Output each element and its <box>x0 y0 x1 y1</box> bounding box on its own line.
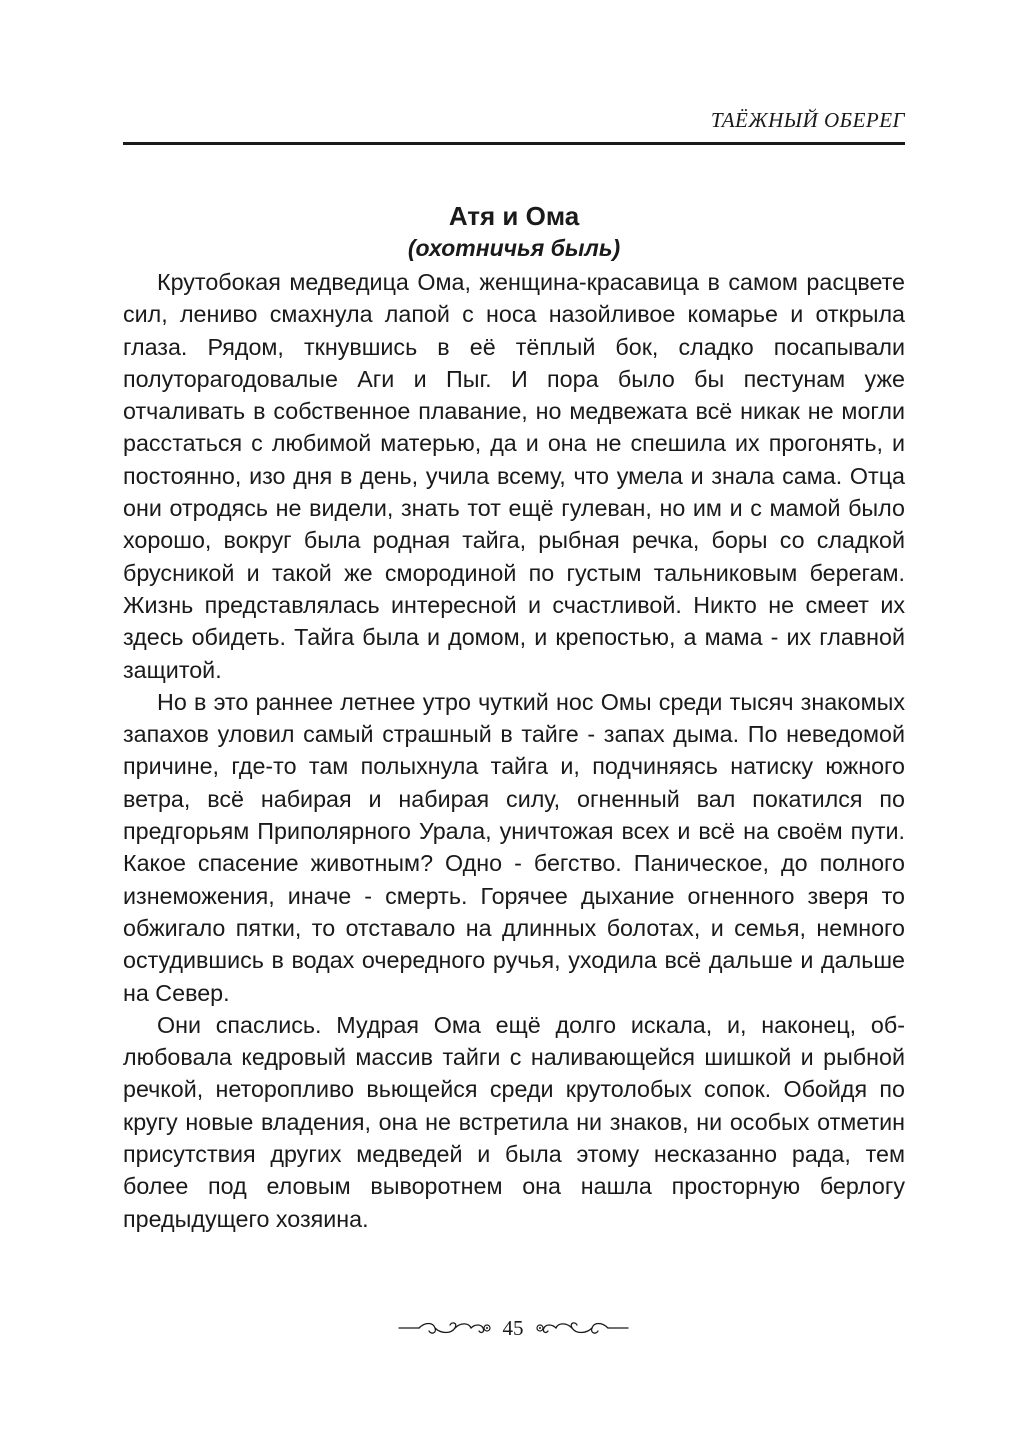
story-title: Атя и Ома <box>448 201 580 231</box>
paragraph: Но в это раннее летнее утро чуткий нос Омы среди тысяч знакомых запахов уловил самый страшный в тайге - запах дыма. По неведомой причине, где-то там полыхнула тайга и, подчиняясь натиску южного ветра, всё набирая и набирая силу, огненный вал покатился по предгорьям Приполярного Урала, уничтожая всех и всё на своём пути. Какое спасение животным? Одно - бегство. Паническое, до полного изнеможения, иначе - смерть. Горячее дыхание огненного зверя то обжигало пятки, то отставало на длинных болотах, и семья, немного остудившись в водах очередного ручья, уходила всё дальше и дальше на Север. <box>123 688 905 1006</box>
page-footer <box>0 1308 1026 1348</box>
story-subtitle: (охотничья быль) <box>407 235 621 261</box>
ornament-left-icon <box>397 1316 493 1340</box>
header-rule <box>123 142 905 145</box>
story-body <box>123 200 905 1235</box>
paragraph: Они спаслись. Мудрая Ома ещё долго искала, и, наконец, облюбовала кедровый массив тайги с наливающейся шишкой и рыбной речкой, неторопливо вьющейся среди крутолобых сопок. Обойдя по кругу новые владения, она не встретила ни знаков, ни особых отметин присутствия других медведей и была этому несказанно рада, тем более под еловым выворотнем она нашла просторную берлогу предыдущего хозяина. <box>123 1011 905 1232</box>
paragraph: Крутобокая медведица Ома, женщина-красавица в самом расцвете сил, лениво смахнула лапой с носа назойливое комарье и открыла глаза. Рядом, ткнувшись в её тёплый бок, сладко посапывали полуторагодовалые Аги и Пыг. И пора было бы пестунам уже отчаливать в собственное плавание, но медвежата всё никак не могли расстаться с любимой матерью, да и она не спешила их прогонять, и постоянно, изо дня в день, учила всему, что умела и знала сама. Отца они отродясь не видели, знать тот ещё гулеван, но им и с мамой было хорошо, вокруг была родная тайга, рыбная речка, боры со сладкой брусникой и такой же смородиной по густым тальниковым берегам. Жизнь представлялась интересной и счастливой. Никто не смеет их здесь обидеть. Тайга была и домом, и крепостью, а мама - их главной защитой. <box>123 269 905 683</box>
page-number: 45 <box>502 1316 524 1340</box>
ornament-right-icon <box>534 1316 630 1340</box>
running-header: ТАЁЖНЫЙ ОБЕРЕГ <box>710 108 905 132</box>
